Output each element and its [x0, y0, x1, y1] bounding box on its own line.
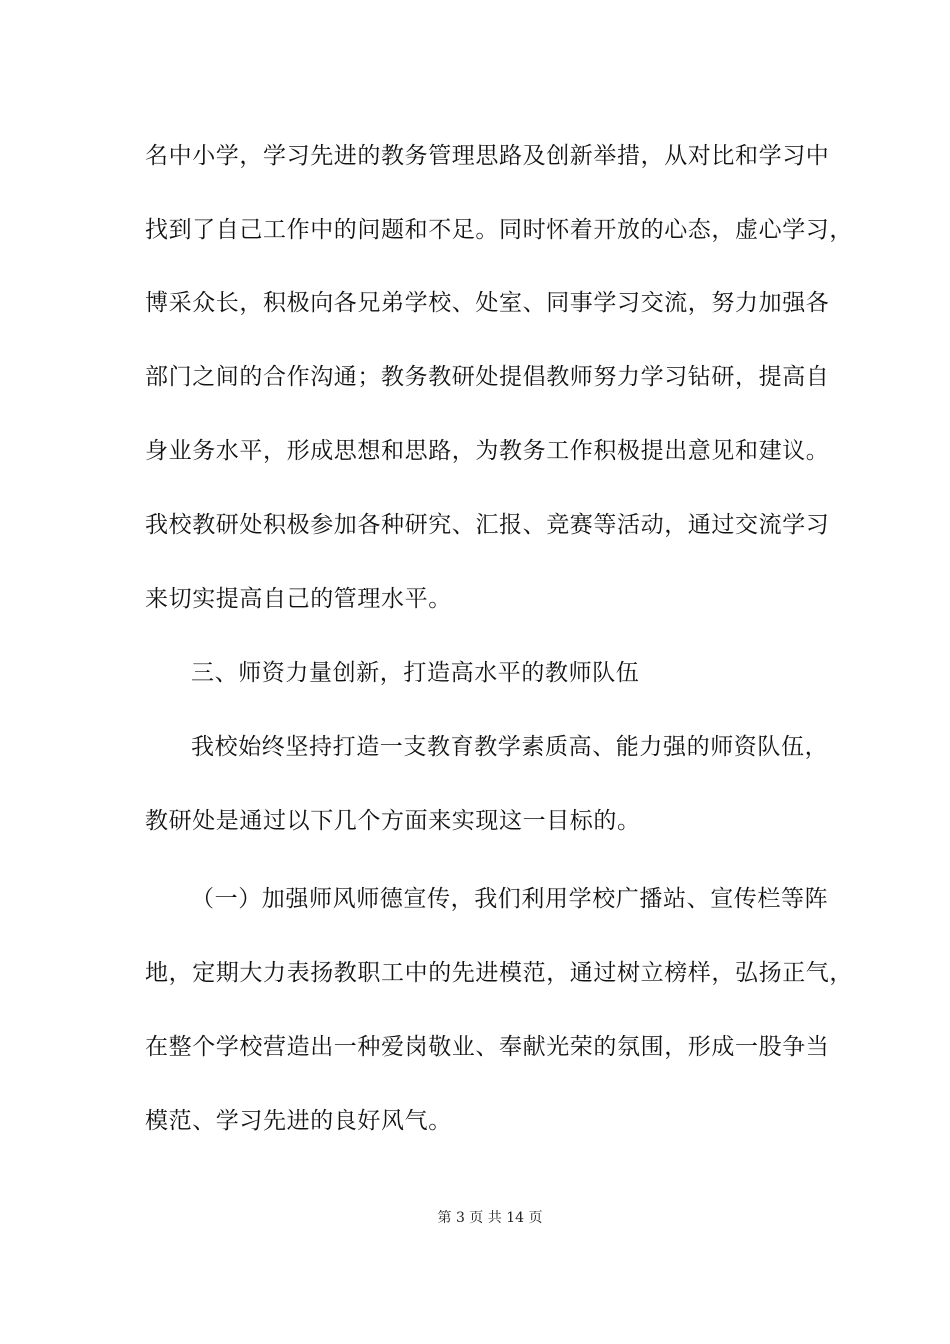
paragraph-line: 部门之间的合作沟通；教务教研处提倡教师努力学习钻研，提高自	[145, 364, 830, 390]
paragraph-line: 我校始终坚持打造一支教育教学素质高、能力强的师资队伍，	[191, 734, 829, 760]
paragraph-line: 地，定期大力表扬教职工中的先进模范，通过树立榜样，弘扬正气，	[145, 960, 853, 986]
paragraph-line: 教研处是通过以下几个方面来实现这一目标的。	[145, 808, 641, 834]
paragraph-line: 名中小学，学习先进的教务管理思路及创新举措，从对比和学习中	[145, 143, 830, 169]
paragraph-line: 模范、学习先进的良好风气。	[145, 1108, 452, 1134]
section-heading: 三、师资力量创新，打造高水平的教师队伍	[191, 660, 640, 686]
paragraph-line: 在整个学校营造出一种爱岗敬业、奉献光荣的氛围，形成一股争当	[145, 1034, 830, 1060]
paragraph-line: 来切实提高自己的管理水平。	[145, 586, 452, 612]
paragraph-line: 博采众长，积极向各兄弟学校、处室、同事学习交流，努力加强各	[145, 290, 830, 316]
paragraph-line: 身业务水平，形成思想和思路，为教务工作积极提出意见和建议。	[145, 438, 830, 464]
page-number-footer: 第 3 页 共 14 页	[437, 1210, 543, 1226]
paragraph-line: （一）加强师风师德宣传，我们利用学校广播站、宣传栏等阵	[191, 886, 829, 912]
paragraph-line: 我校教研处积极参加各种研究、汇报、竞赛等活动，通过交流学习	[145, 512, 830, 538]
paragraph-line: 找到了自己工作中的问题和不足。同时怀着开放的心态，虚心学习，	[145, 217, 853, 243]
